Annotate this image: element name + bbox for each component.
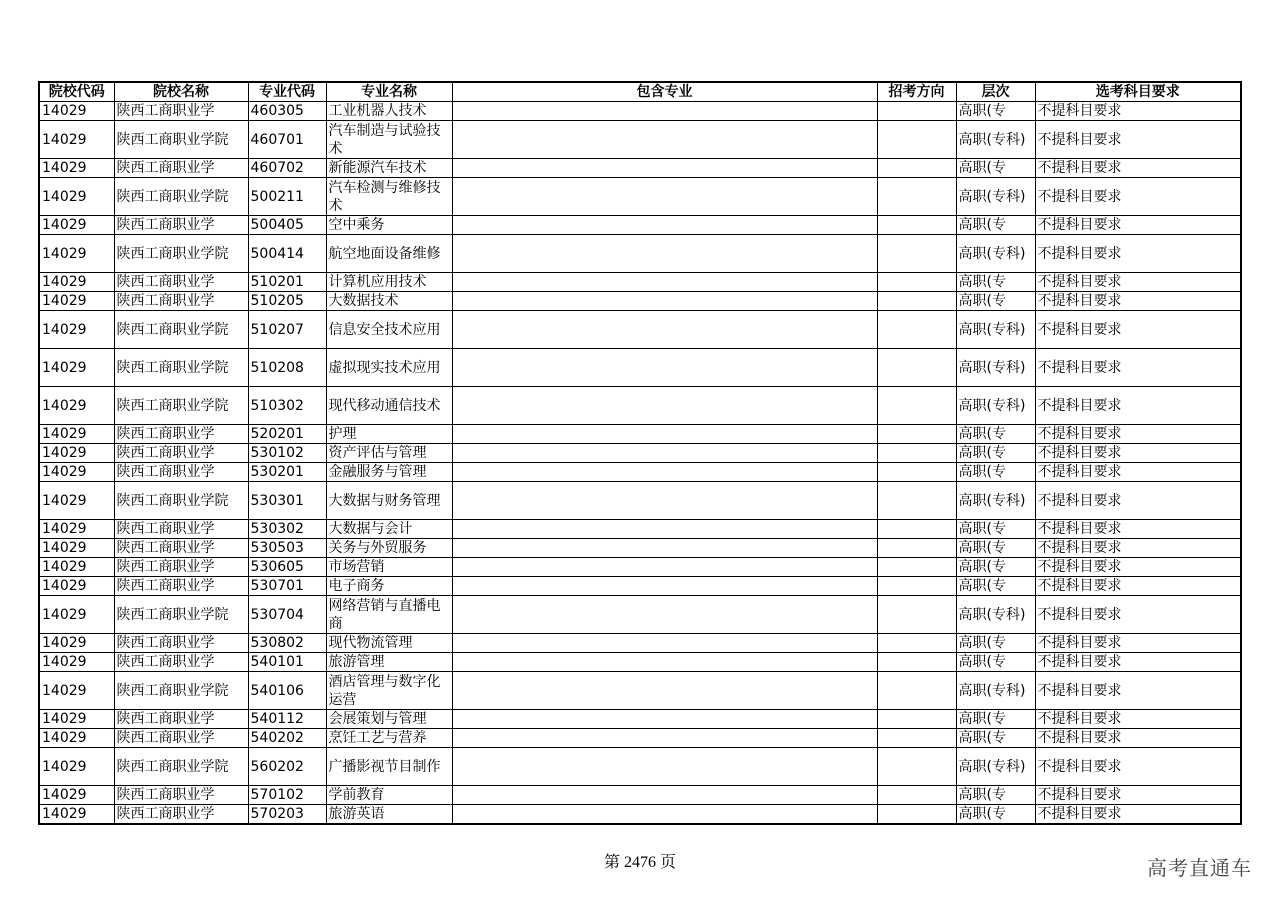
- table-row: [39, 577, 1241, 596]
- table-body: [39, 102, 1241, 825]
- cell-school-code: 14029: [39, 558, 114, 577]
- cell-level: 高职(专科): [956, 387, 1035, 425]
- header-included-majors: 包含专业: [452, 82, 877, 102]
- cell-level: 高职(专: [956, 786, 1035, 805]
- table-row: [39, 558, 1241, 577]
- cell-school-name: 陕西工商职业学: [114, 653, 248, 672]
- cell-included-majors: [452, 235, 877, 273]
- admission-table: [38, 81, 1242, 825]
- header-school-code: 院校代码: [39, 82, 114, 102]
- table-row: [39, 387, 1241, 425]
- cell-included-majors: [452, 786, 877, 805]
- table-row: [39, 349, 1241, 387]
- cell-major-code: 510201: [248, 273, 326, 292]
- cell-school-code: 14029: [39, 102, 114, 121]
- cell-school-name: 陕西工商职业学院: [114, 311, 248, 349]
- cell-major-code: 540101: [248, 653, 326, 672]
- table-row: [39, 653, 1241, 672]
- cell-major-name: 学前教育: [326, 786, 452, 805]
- table-row: [39, 273, 1241, 292]
- cell-school-code: 14029: [39, 520, 114, 539]
- cell-school-code: 14029: [39, 178, 114, 216]
- cell-major-code: 530302: [248, 520, 326, 539]
- cell-level: 高职(专: [956, 102, 1035, 121]
- cell-subject-requirement: 不提科目要求: [1035, 729, 1241, 748]
- cell-major-code: 510207: [248, 311, 326, 349]
- cell-school-name: 陕西工商职业学: [114, 577, 248, 596]
- cell-included-majors: [452, 292, 877, 311]
- cell-major-name: 广播影视节目制作: [326, 748, 452, 786]
- cell-level: 高职(专科): [956, 311, 1035, 349]
- cell-school-code: 14029: [39, 634, 114, 653]
- cell-major-name: 电子商务: [326, 577, 452, 596]
- cell-school-code: 14029: [39, 539, 114, 558]
- cell-included-majors: [452, 520, 877, 539]
- cell-level: 高职(专: [956, 425, 1035, 444]
- cell-level: 高职(专科): [956, 482, 1035, 520]
- cell-level: 高职(专科): [956, 672, 1035, 710]
- cell-school-name: 陕西工商职业学: [114, 558, 248, 577]
- table-row: [39, 463, 1241, 482]
- cell-subject-requirement: 不提科目要求: [1035, 444, 1241, 463]
- cell-direction: [877, 634, 956, 653]
- cell-direction: [877, 349, 956, 387]
- cell-direction: [877, 425, 956, 444]
- table-row: [39, 102, 1241, 121]
- cell-school-name: 陕西工商职业学院: [114, 596, 248, 634]
- table-row: [39, 748, 1241, 786]
- cell-subject-requirement: 不提科目要求: [1035, 292, 1241, 311]
- cell-level: 高职(专: [956, 539, 1035, 558]
- cell-school-name: 陕西工商职业学院: [114, 748, 248, 786]
- cell-included-majors: [452, 102, 877, 121]
- cell-school-code: 14029: [39, 444, 114, 463]
- cell-major-code: 530701: [248, 577, 326, 596]
- cell-level: 高职(专: [956, 444, 1035, 463]
- cell-major-code: 530503: [248, 539, 326, 558]
- cell-school-code: 14029: [39, 786, 114, 805]
- cell-school-name: 陕西工商职业学: [114, 216, 248, 235]
- cell-school-name: 陕西工商职业学: [114, 805, 248, 825]
- cell-included-majors: [452, 387, 877, 425]
- cell-subject-requirement: 不提科目要求: [1035, 463, 1241, 482]
- cell-major-name: 酒店管理与数字化运营: [326, 672, 452, 710]
- cell-included-majors: [452, 710, 877, 729]
- table-row: [39, 216, 1241, 235]
- cell-school-code: 14029: [39, 805, 114, 825]
- cell-major-name: 计算机应用技术: [326, 273, 452, 292]
- cell-major-name: 大数据与会计: [326, 520, 452, 539]
- cell-school-name: 陕西工商职业学: [114, 634, 248, 653]
- cell-school-name: 陕西工商职业学院: [114, 387, 248, 425]
- cell-direction: [877, 273, 956, 292]
- cell-school-name: 陕西工商职业学: [114, 292, 248, 311]
- cell-school-name: 陕西工商职业学院: [114, 672, 248, 710]
- cell-school-name: 陕西工商职业学: [114, 102, 248, 121]
- table-row: [39, 444, 1241, 463]
- cell-subject-requirement: 不提科目要求: [1035, 596, 1241, 634]
- cell-included-majors: [452, 634, 877, 653]
- cell-school-code: 14029: [39, 729, 114, 748]
- cell-major-code: 510208: [248, 349, 326, 387]
- cell-level: 高职(专: [956, 216, 1035, 235]
- header-school-name: 院校名称: [114, 82, 248, 102]
- table-row: [39, 710, 1241, 729]
- cell-school-name: 陕西工商职业学: [114, 425, 248, 444]
- cell-level: 高职(专科): [956, 596, 1035, 634]
- cell-included-majors: [452, 121, 877, 159]
- cell-school-code: 14029: [39, 349, 114, 387]
- cell-level: 高职(专: [956, 558, 1035, 577]
- cell-subject-requirement: 不提科目要求: [1035, 178, 1241, 216]
- header-row: [39, 82, 1241, 102]
- cell-school-code: 14029: [39, 748, 114, 786]
- header-direction: 招考方向: [877, 82, 956, 102]
- header-level: 层次: [956, 82, 1035, 102]
- cell-major-name: 烹饪工艺与营养: [326, 729, 452, 748]
- table-row: [39, 159, 1241, 178]
- cell-major-name: 网络营销与直播电商: [326, 596, 452, 634]
- cell-level: 高职(专: [956, 805, 1035, 825]
- cell-included-majors: [452, 444, 877, 463]
- cell-school-name: 陕西工商职业学: [114, 444, 248, 463]
- cell-subject-requirement: 不提科目要求: [1035, 102, 1241, 121]
- cell-included-majors: [452, 273, 877, 292]
- cell-major-code: 570203: [248, 805, 326, 825]
- cell-school-code: 14029: [39, 292, 114, 311]
- cell-subject-requirement: 不提科目要求: [1035, 539, 1241, 558]
- cell-included-majors: [452, 558, 877, 577]
- cell-direction: [877, 311, 956, 349]
- cell-major-code: 500211: [248, 178, 326, 216]
- cell-major-name: 市场营销: [326, 558, 452, 577]
- header-major-name: 专业名称: [326, 82, 452, 102]
- cell-direction: [877, 729, 956, 748]
- cell-included-majors: [452, 349, 877, 387]
- table-row: [39, 482, 1241, 520]
- cell-school-name: 陕西工商职业学: [114, 273, 248, 292]
- cell-direction: [877, 463, 956, 482]
- cell-school-code: 14029: [39, 235, 114, 273]
- table-row: [39, 520, 1241, 539]
- cell-major-name: 关务与外贸服务: [326, 539, 452, 558]
- cell-major-name: 虚拟现实技术应用: [326, 349, 452, 387]
- cell-school-code: 14029: [39, 425, 114, 444]
- cell-direction: [877, 596, 956, 634]
- cell-direction: [877, 159, 956, 178]
- watermark-text: 高考直通车: [1147, 856, 1252, 880]
- cell-direction: [877, 444, 956, 463]
- cell-major-code: 530201: [248, 463, 326, 482]
- cell-school-code: 14029: [39, 216, 114, 235]
- cell-direction: [877, 482, 956, 520]
- cell-subject-requirement: 不提科目要求: [1035, 786, 1241, 805]
- cell-subject-requirement: 不提科目要求: [1035, 577, 1241, 596]
- cell-subject-requirement: 不提科目要求: [1035, 311, 1241, 349]
- cell-school-name: 陕西工商职业学院: [114, 121, 248, 159]
- cell-school-name: 陕西工商职业学院: [114, 349, 248, 387]
- cell-major-name: 资产评估与管理: [326, 444, 452, 463]
- table-row: [39, 178, 1241, 216]
- cell-direction: [877, 748, 956, 786]
- cell-major-code: 460701: [248, 121, 326, 159]
- page-number: 第 2476 页: [603, 854, 676, 871]
- cell-school-code: 14029: [39, 577, 114, 596]
- cell-major-code: 460702: [248, 159, 326, 178]
- cell-subject-requirement: 不提科目要求: [1035, 235, 1241, 273]
- cell-included-majors: [452, 425, 877, 444]
- cell-level: 高职(专科): [956, 349, 1035, 387]
- cell-major-code: 530802: [248, 634, 326, 653]
- cell-included-majors: [452, 539, 877, 558]
- cell-school-code: 14029: [39, 387, 114, 425]
- table-row: [39, 311, 1241, 349]
- cell-major-code: 530102: [248, 444, 326, 463]
- cell-major-code: 570102: [248, 786, 326, 805]
- cell-major-code: 500414: [248, 235, 326, 273]
- cell-major-name: 旅游管理: [326, 653, 452, 672]
- cell-level: 高职(专: [956, 463, 1035, 482]
- cell-subject-requirement: 不提科目要求: [1035, 558, 1241, 577]
- cell-subject-requirement: 不提科目要求: [1035, 520, 1241, 539]
- cell-level: 高职(专: [956, 520, 1035, 539]
- cell-major-code: 500405: [248, 216, 326, 235]
- cell-direction: [877, 102, 956, 121]
- cell-direction: [877, 387, 956, 425]
- cell-major-name: 金融服务与管理: [326, 463, 452, 482]
- cell-direction: [877, 216, 956, 235]
- cell-included-majors: [452, 159, 877, 178]
- cell-school-name: 陕西工商职业学: [114, 520, 248, 539]
- cell-major-name: 现代物流管理: [326, 634, 452, 653]
- table-row: [39, 786, 1241, 805]
- cell-direction: [877, 121, 956, 159]
- cell-included-majors: [452, 463, 877, 482]
- cell-direction: [877, 805, 956, 825]
- cell-direction: [877, 653, 956, 672]
- cell-school-name: 陕西工商职业学院: [114, 235, 248, 273]
- cell-included-majors: [452, 216, 877, 235]
- cell-subject-requirement: 不提科目要求: [1035, 805, 1241, 825]
- cell-school-code: 14029: [39, 482, 114, 520]
- cell-subject-requirement: 不提科目要求: [1035, 672, 1241, 710]
- cell-included-majors: [452, 653, 877, 672]
- cell-major-code: 540202: [248, 729, 326, 748]
- cell-major-name: 汽车制造与试验技术: [326, 121, 452, 159]
- table-row: [39, 425, 1241, 444]
- cell-direction: [877, 235, 956, 273]
- cell-school-code: 14029: [39, 463, 114, 482]
- table-row: [39, 235, 1241, 273]
- table-row: [39, 121, 1241, 159]
- cell-school-name: 陕西工商职业学院: [114, 482, 248, 520]
- cell-level: 高职(专: [956, 729, 1035, 748]
- cell-major-name: 会展策划与管理: [326, 710, 452, 729]
- cell-major-name: 大数据与财务管理: [326, 482, 452, 520]
- cell-school-code: 14029: [39, 311, 114, 349]
- cell-subject-requirement: 不提科目要求: [1035, 653, 1241, 672]
- cell-major-name: 护理: [326, 425, 452, 444]
- cell-level: 高职(专: [956, 653, 1035, 672]
- cell-major-name: 工业机器人技术: [326, 102, 452, 121]
- cell-level: 高职(专: [956, 634, 1035, 653]
- cell-school-code: 14029: [39, 710, 114, 729]
- table-row: [39, 729, 1241, 748]
- cell-subject-requirement: 不提科目要求: [1035, 387, 1241, 425]
- cell-direction: [877, 786, 956, 805]
- cell-major-name: 航空地面设备维修: [326, 235, 452, 273]
- cell-subject-requirement: 不提科目要求: [1035, 748, 1241, 786]
- cell-major-code: 540106: [248, 672, 326, 710]
- table-row: [39, 539, 1241, 558]
- cell-direction: [877, 672, 956, 710]
- cell-school-name: 陕西工商职业学: [114, 463, 248, 482]
- cell-level: 高职(专科): [956, 121, 1035, 159]
- cell-school-code: 14029: [39, 596, 114, 634]
- cell-included-majors: [452, 672, 877, 710]
- cell-major-name: 信息安全技术应用: [326, 311, 452, 349]
- cell-school-code: 14029: [39, 653, 114, 672]
- cell-direction: [877, 577, 956, 596]
- cell-school-name: 陕西工商职业学: [114, 710, 248, 729]
- cell-direction: [877, 520, 956, 539]
- cell-major-name: 旅游英语: [326, 805, 452, 825]
- cell-included-majors: [452, 311, 877, 349]
- cell-major-name: 空中乘务: [326, 216, 452, 235]
- cell-level: 高职(专科): [956, 235, 1035, 273]
- cell-level: 高职(专科): [956, 748, 1035, 786]
- cell-major-name: 现代移动通信技术: [326, 387, 452, 425]
- cell-subject-requirement: 不提科目要求: [1035, 482, 1241, 520]
- cell-direction: [877, 539, 956, 558]
- cell-direction: [877, 178, 956, 216]
- cell-included-majors: [452, 729, 877, 748]
- cell-included-majors: [452, 577, 877, 596]
- cell-major-code: 530704: [248, 596, 326, 634]
- cell-subject-requirement: 不提科目要求: [1035, 216, 1241, 235]
- cell-school-name: 陕西工商职业学: [114, 159, 248, 178]
- cell-subject-requirement: 不提科目要求: [1035, 634, 1241, 653]
- cell-school-code: 14029: [39, 273, 114, 292]
- cell-subject-requirement: 不提科目要求: [1035, 710, 1241, 729]
- cell-included-majors: [452, 805, 877, 825]
- cell-subject-requirement: 不提科目要求: [1035, 425, 1241, 444]
- cell-level: 高职(专: [956, 273, 1035, 292]
- cell-major-code: 560202: [248, 748, 326, 786]
- cell-school-name: 陕西工商职业学: [114, 786, 248, 805]
- cell-level: 高职(专: [956, 577, 1035, 596]
- header-major-code: 专业代码: [248, 82, 326, 102]
- cell-direction: [877, 710, 956, 729]
- cell-level: 高职(专: [956, 159, 1035, 178]
- cell-major-code: 460305: [248, 102, 326, 121]
- cell-school-code: 14029: [39, 121, 114, 159]
- cell-major-name: 新能源汽车技术: [326, 159, 452, 178]
- header-subject-requirement: 选考科目要求: [1035, 82, 1241, 102]
- cell-subject-requirement: 不提科目要求: [1035, 273, 1241, 292]
- cell-subject-requirement: 不提科目要求: [1035, 159, 1241, 178]
- cell-included-majors: [452, 748, 877, 786]
- cell-major-name: 汽车检测与维修技术: [326, 178, 452, 216]
- cell-included-majors: [452, 596, 877, 634]
- cell-direction: [877, 558, 956, 577]
- cell-major-name: 大数据技术: [326, 292, 452, 311]
- cell-level: 高职(专: [956, 710, 1035, 729]
- cell-school-code: 14029: [39, 672, 114, 710]
- cell-subject-requirement: 不提科目要求: [1035, 121, 1241, 159]
- cell-school-name: 陕西工商职业学: [114, 729, 248, 748]
- cell-major-code: 510302: [248, 387, 326, 425]
- cell-major-code: 520201: [248, 425, 326, 444]
- table-row: [39, 805, 1241, 825]
- cell-school-name: 陕西工商职业学: [114, 539, 248, 558]
- table-row: [39, 672, 1241, 710]
- cell-major-code: 540112: [248, 710, 326, 729]
- cell-level: 高职(专: [956, 292, 1035, 311]
- cell-level: 高职(专科): [956, 178, 1035, 216]
- cell-included-majors: [452, 178, 877, 216]
- cell-school-code: 14029: [39, 159, 114, 178]
- table-row: [39, 634, 1241, 653]
- cell-direction: [877, 292, 956, 311]
- table-row: [39, 596, 1241, 634]
- cell-major-code: 510205: [248, 292, 326, 311]
- cell-school-name: 陕西工商职业学院: [114, 178, 248, 216]
- table-row: [39, 292, 1241, 311]
- cell-included-majors: [452, 482, 877, 520]
- cell-subject-requirement: 不提科目要求: [1035, 349, 1241, 387]
- cell-major-code: 530301: [248, 482, 326, 520]
- cell-major-code: 530605: [248, 558, 326, 577]
